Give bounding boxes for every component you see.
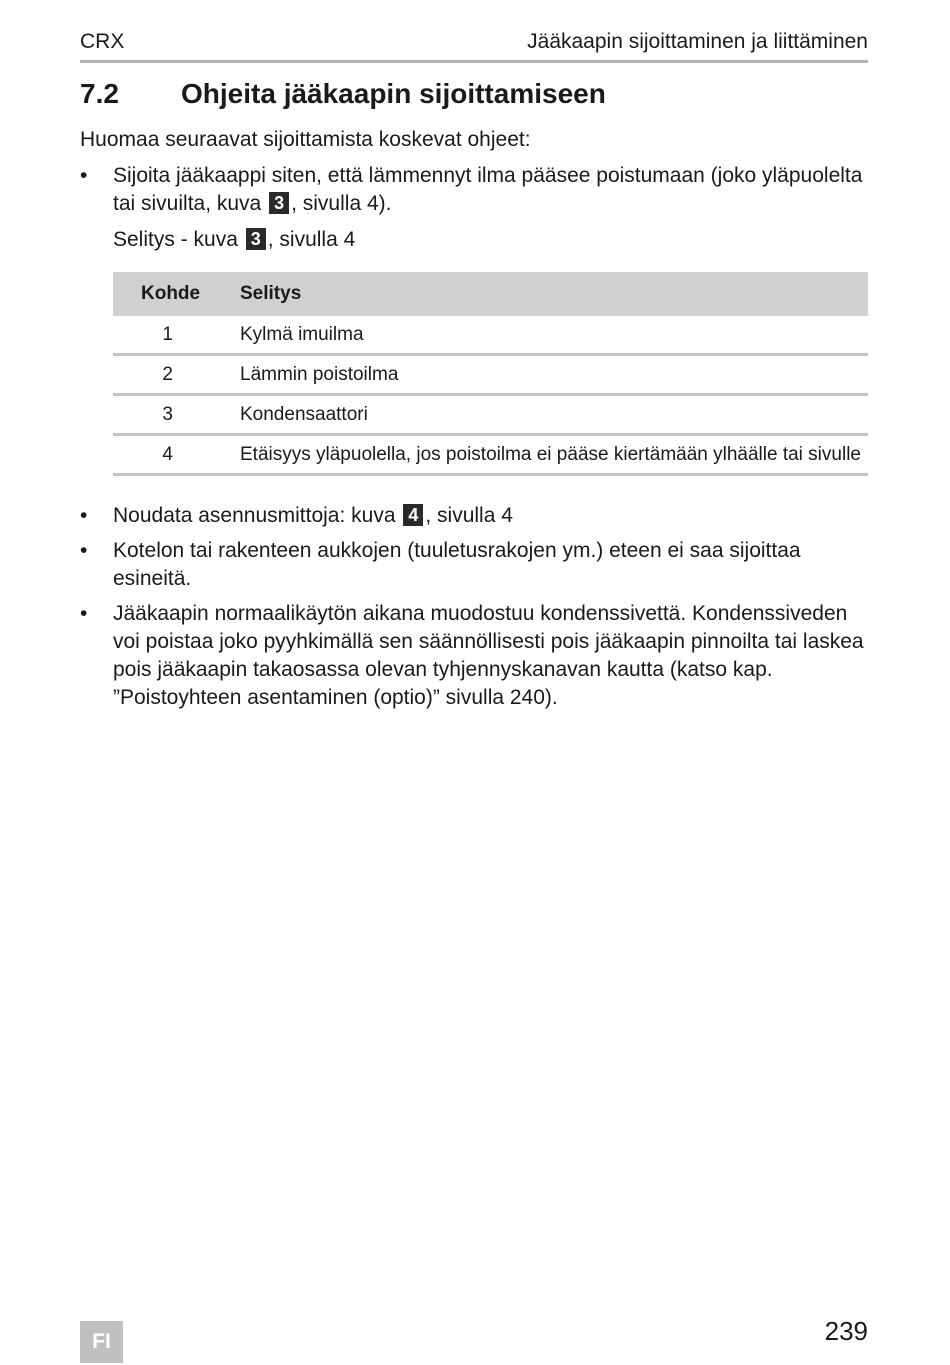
table-row	[113, 395, 868, 435]
page-number: 239	[824, 1316, 868, 1346]
item-description: Lämmin poistoilma	[240, 355, 868, 395]
page-header	[80, 30, 868, 58]
figure-ref-badge: 3	[246, 228, 266, 250]
item-number: 2	[113, 355, 240, 395]
list-item	[80, 162, 868, 218]
bullet-marker: •	[80, 504, 88, 527]
table-header-row	[113, 272, 868, 316]
header-divider	[80, 60, 868, 63]
list-item	[80, 600, 868, 712]
figure-ref-badge: 4	[403, 504, 423, 526]
list-item-text: Noudata asennusmittoja: kuva 4 , sivulla 4	[113, 504, 513, 527]
column-header-kohde: Kohde	[113, 272, 240, 316]
column-header-selitys: Selitys	[240, 272, 868, 316]
intro-text: Huomaa seuraavat sijoittamista koskevat ohjeet:	[80, 128, 531, 151]
section-title: Ohjeita jääkaapin sijoittamiseen	[181, 78, 606, 109]
language-badge: FI	[80, 1321, 123, 1363]
bullet-marker: •	[80, 164, 88, 187]
figure-ref-badge: 3	[269, 192, 289, 214]
table-row	[113, 355, 868, 395]
list-item	[80, 537, 868, 593]
item-number: 4	[113, 435, 240, 475]
bullet-marker: •	[80, 602, 88, 625]
bullet-marker: •	[80, 539, 88, 562]
list-item-text: Kotelon tai rakenteen aukkojen (tuuletusrakojen ym.) eteen ei saa sijoittaa esineitä.	[113, 539, 801, 590]
legend-caption: Selitys - kuva 3 , sivulla 4	[113, 228, 356, 251]
list-item-text: Sijoita jääkaappi siten, että lämmennyt ilma pääsee poistumaan (joko yläpuolelta tai sivuilta, kuva 3 , sivulla 4).	[113, 164, 863, 215]
list-item	[80, 502, 868, 530]
list-item-text: Jääkaapin normaalikäytön aikana muodostuu kondenssivettä. Kondenssiveden voi poistaa joko pyyhkimällä sen säännöllisesti pois jääkaapin pinnoilta tai laskea pois jääkaapin takaosassa olevan tyhjennyskanavan kautta (katso kap. ”Poistoyhteen asentaminen (optio)” sivulla 240).	[113, 602, 864, 709]
item-description: Kondensaattori	[240, 395, 868, 435]
item-number: 1	[113, 316, 240, 355]
table-row	[113, 316, 868, 355]
item-description: Etäisyys yläpuolella, jos poistoilma ei pääse kiertämään ylhäälle tai sivulle	[240, 435, 868, 475]
header-chapter: Jääkaapin sijoittaminen ja liittäminen	[527, 30, 868, 53]
item-description: Kylmä imuilma	[240, 316, 868, 355]
item-number: 3	[113, 395, 240, 435]
table-row	[113, 435, 868, 475]
legend-table	[113, 272, 868, 476]
section-heading	[80, 78, 606, 110]
header-product: CRX	[80, 30, 125, 53]
section-number: 7.2	[80, 78, 119, 109]
